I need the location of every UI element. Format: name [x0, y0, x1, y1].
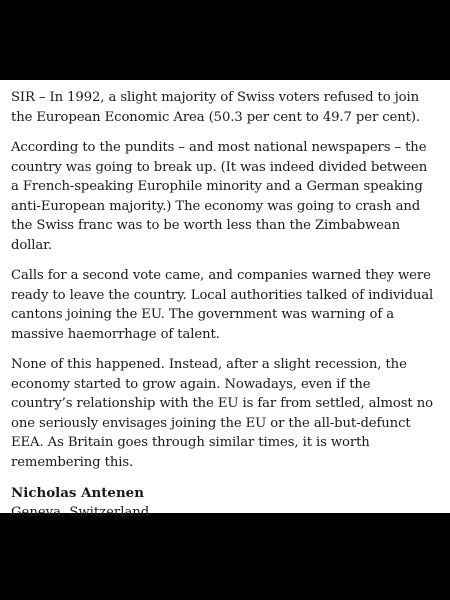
letter-content: [0, 80, 450, 520]
letter-paragraph-3: Calls for a second vote came, and companies warned they were ready to leave the country. Local authorities talked of individual cantons joining the EU. The government was warning of a massive haemorrhage of talent.: [11, 268, 434, 342]
letter-author: Nicholas Antenen: [11, 485, 144, 501]
letter-location: Geneva, Switzerland: [11, 505, 150, 520]
letter-paragraph-2: According to the pundits – and most national newspapers – the country was going to break up. (It was indeed divided between a French-speaking Europhile minority and a German speaking anti-European majority.) The economy was going to crash and the Swiss franc was to be worth less than the Zimbabwean dollar.: [11, 140, 428, 253]
letter-paragraph-1: SIR – In 1992, a slight majority of Swiss voters refused to join the European Economic Area (50.3 per cent to 49.7 per cent).: [11, 90, 420, 125]
letter-paragraph-4: None of this happened. Instead, after a slight recession, the economy started to grow again. Nowadays, even if the country’s relationship with the EU is far from settled, almost no one seriously envisages joining the EU or the all-but-defunct EEA. As Britain goes through similar times, it is worth remembering this.: [11, 357, 433, 470]
